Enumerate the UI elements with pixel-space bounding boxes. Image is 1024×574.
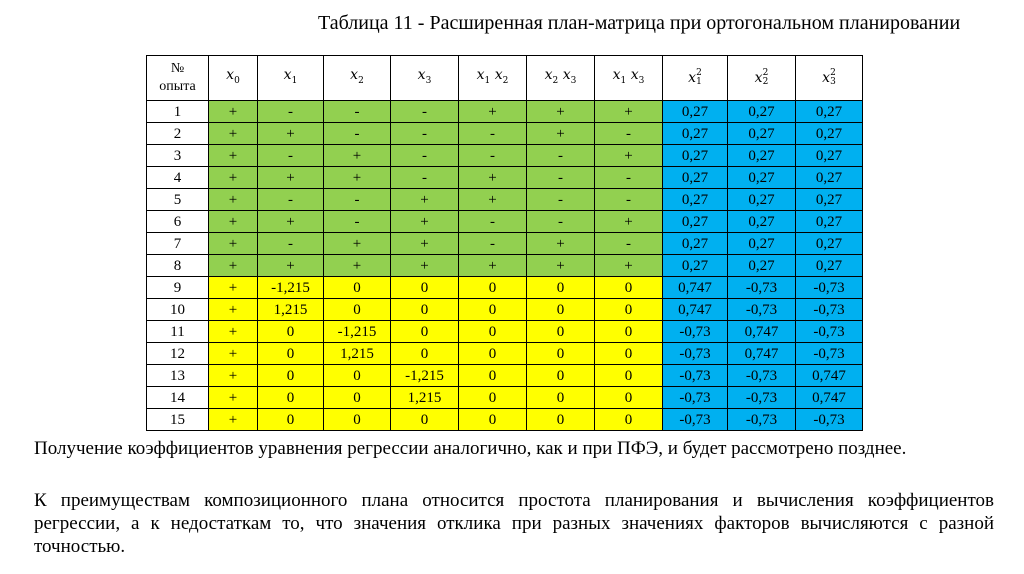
experiment-number-cell: 6 <box>147 211 209 233</box>
factorial-cell: - <box>391 101 459 123</box>
square-term-cell: -0,73 <box>663 343 728 365</box>
factorial-cell: + <box>209 211 258 233</box>
square-term-cell: -0,73 <box>663 365 728 387</box>
factorial-cell: + <box>527 233 595 255</box>
factorial-cell: + <box>595 211 663 233</box>
square-term-cell: 0,27 <box>728 255 796 277</box>
square-term-cell: 0,27 <box>663 123 728 145</box>
star-point-cell: 0 <box>527 321 595 343</box>
square-term-cell: -0,73 <box>728 277 796 299</box>
factorial-cell: + <box>258 167 324 189</box>
square-term-cell: 0,27 <box>796 211 863 233</box>
star-point-cell: 0 <box>459 365 527 387</box>
star-point-cell: 0 <box>595 409 663 431</box>
star-point-cell: 0 <box>324 277 391 299</box>
table-row <box>147 211 863 233</box>
table-row <box>147 299 863 321</box>
variable-label: $x_1$ <box>283 67 298 86</box>
square-term-cell: -0,73 <box>796 409 863 431</box>
star-point-cell: + <box>209 409 258 431</box>
star-point-cell: 0 <box>391 321 459 343</box>
star-point-cell: 0 <box>459 299 527 321</box>
factorial-cell: + <box>459 101 527 123</box>
star-point-cell: -1,215 <box>324 321 391 343</box>
star-point-cell: 0 <box>527 409 595 431</box>
factorial-cell: - <box>258 233 324 255</box>
square-term-cell: -0,73 <box>796 343 863 365</box>
factorial-cell: - <box>595 233 663 255</box>
variable-label: x 2 2 <box>754 68 769 87</box>
star-point-cell: 0 <box>324 299 391 321</box>
header-number-sign: № <box>170 61 185 76</box>
table-caption: Таблица 11 - Расширенная план-матрица при ортогональном планировании <box>318 12 961 34</box>
square-term-cell: 0,27 <box>728 233 796 255</box>
square-term-cell: -0,73 <box>728 299 796 321</box>
table-row <box>147 365 863 387</box>
factorial-cell: + <box>258 211 324 233</box>
factorial-cell: + <box>324 145 391 167</box>
experiment-number-cell: 3 <box>147 145 209 167</box>
square-term-cell: 0,27 <box>796 123 863 145</box>
factorial-cell: - <box>391 123 459 145</box>
factorial-cell: - <box>258 145 324 167</box>
header-column <box>258 56 324 101</box>
table-row <box>147 277 863 299</box>
star-point-cell: -1,215 <box>258 277 324 299</box>
factorial-cell: - <box>527 189 595 211</box>
paragraph-coefficients: Получение коэффициентов уравнения регрессии аналогично, как и при ПФЭ, и будет рассмотрено позднее. <box>34 438 907 459</box>
header-column <box>663 56 728 101</box>
factorial-cell: - <box>527 145 595 167</box>
header-experiment-label: опыта <box>159 79 196 94</box>
header-experiment-number <box>147 56 209 101</box>
square-term-cell: -0,73 <box>796 321 863 343</box>
factorial-cell: - <box>324 123 391 145</box>
factorial-cell: + <box>324 167 391 189</box>
square-term-cell: 0,27 <box>663 211 728 233</box>
square-term-cell: -0,73 <box>796 277 863 299</box>
star-point-cell: -1,215 <box>391 365 459 387</box>
square-term-cell: 0,27 <box>663 167 728 189</box>
factorial-cell: + <box>258 255 324 277</box>
header-column <box>527 56 595 101</box>
star-point-cell: 1,215 <box>324 343 391 365</box>
square-term-cell: 0,27 <box>728 211 796 233</box>
variable-label: x 2 3 <box>822 68 836 87</box>
experiment-number-cell: 5 <box>147 189 209 211</box>
factorial-cell: - <box>527 167 595 189</box>
star-point-cell: 0 <box>324 365 391 387</box>
square-term-cell: 0,747 <box>663 277 728 299</box>
square-term-cell: 0,747 <box>796 387 863 409</box>
star-point-cell: 0 <box>459 343 527 365</box>
table-row <box>147 387 863 409</box>
factorial-cell: + <box>209 233 258 255</box>
experiment-number-cell: 13 <box>147 365 209 387</box>
star-point-cell: 0 <box>527 365 595 387</box>
table-row <box>147 101 863 123</box>
header-column <box>728 56 796 101</box>
star-point-cell: 0 <box>391 343 459 365</box>
star-point-cell: 0 <box>459 321 527 343</box>
square-term-cell: -0,73 <box>663 409 728 431</box>
factorial-cell: + <box>209 189 258 211</box>
square-term-cell: 0,27 <box>796 255 863 277</box>
star-point-cell: 0 <box>595 321 663 343</box>
factorial-cell: - <box>391 145 459 167</box>
square-term-cell: -0,73 <box>728 387 796 409</box>
variable-label: $x_1$ $x_3$ <box>612 67 645 86</box>
star-point-cell: + <box>209 365 258 387</box>
table-row <box>147 123 863 145</box>
factorial-cell: - <box>459 211 527 233</box>
factorial-cell: - <box>324 211 391 233</box>
star-point-cell: 1,215 <box>391 387 459 409</box>
square-term-cell: -0,73 <box>728 365 796 387</box>
square-term-cell: 0,747 <box>663 299 728 321</box>
star-point-cell: 0 <box>391 277 459 299</box>
experiment-number-cell: 9 <box>147 277 209 299</box>
header-column <box>796 56 863 101</box>
star-point-cell: 0 <box>258 409 324 431</box>
square-term-cell: 0,27 <box>728 101 796 123</box>
square-term-cell: 0,747 <box>796 365 863 387</box>
factorial-cell: + <box>209 167 258 189</box>
star-point-cell: + <box>209 299 258 321</box>
square-term-cell: 0,27 <box>663 233 728 255</box>
square-term-cell: 0,27 <box>663 145 728 167</box>
factorial-cell: + <box>209 101 258 123</box>
variable-label: $x_2$ $x_3$ <box>544 67 577 86</box>
square-term-cell: -0,73 <box>663 387 728 409</box>
factorial-cell: - <box>459 123 527 145</box>
star-point-cell: 0 <box>595 299 663 321</box>
factorial-cell: + <box>527 255 595 277</box>
star-point-cell: + <box>209 321 258 343</box>
experiment-number-cell: 7 <box>147 233 209 255</box>
square-term-cell: -0,73 <box>796 299 863 321</box>
experiment-number-cell: 10 <box>147 299 209 321</box>
experiment-number-cell: 4 <box>147 167 209 189</box>
factorial-cell: - <box>527 211 595 233</box>
factorial-cell: - <box>324 101 391 123</box>
table-row <box>147 233 863 255</box>
star-point-cell: + <box>209 387 258 409</box>
star-point-cell: 1,215 <box>258 299 324 321</box>
square-term-cell: 0,747 <box>728 343 796 365</box>
star-point-cell: 0 <box>258 343 324 365</box>
star-point-cell: 0 <box>391 299 459 321</box>
square-term-cell: 0,27 <box>796 145 863 167</box>
star-point-cell: 0 <box>324 409 391 431</box>
factorial-cell: + <box>527 101 595 123</box>
star-point-cell: 0 <box>459 387 527 409</box>
factorial-cell: + <box>324 255 391 277</box>
star-point-cell: 0 <box>527 343 595 365</box>
paragraph-advantages: К преимуществам композиционного плана относится простота планирования и вычисления коэффициентов регрессии, а к недостаткам то, что значения отклика при разных значениях факторов вычисляются с разной точностью. <box>34 490 994 557</box>
factorial-cell: + <box>324 233 391 255</box>
factorial-cell: - <box>258 189 324 211</box>
header-column <box>459 56 527 101</box>
square-term-cell: 0,27 <box>796 167 863 189</box>
star-point-cell: 0 <box>527 277 595 299</box>
experiment-number-cell: 12 <box>147 343 209 365</box>
factorial-cell: + <box>391 211 459 233</box>
variable-label: $x_0$ <box>226 67 240 86</box>
variable-label: x 2 1 <box>688 68 702 87</box>
star-point-cell: 0 <box>595 365 663 387</box>
square-term-cell: -0,73 <box>728 409 796 431</box>
header-column <box>595 56 663 101</box>
star-point-cell: + <box>209 343 258 365</box>
factorial-cell: + <box>209 145 258 167</box>
factorial-cell: + <box>459 167 527 189</box>
factorial-cell: + <box>459 189 527 211</box>
square-term-cell: 0,747 <box>728 321 796 343</box>
square-term-cell: 0,27 <box>796 101 863 123</box>
factorial-cell: + <box>209 123 258 145</box>
factorial-cell: - <box>324 189 391 211</box>
table-row <box>147 343 863 365</box>
square-term-cell: 0,27 <box>663 189 728 211</box>
star-point-cell: 0 <box>258 321 324 343</box>
star-point-cell: 0 <box>459 277 527 299</box>
square-term-cell: 0,27 <box>663 101 728 123</box>
factorial-cell: - <box>258 101 324 123</box>
factorial-cell: + <box>391 233 459 255</box>
experiment-number-cell: 11 <box>147 321 209 343</box>
square-term-cell: 0,27 <box>728 167 796 189</box>
factorial-cell: + <box>595 101 663 123</box>
star-point-cell: 0 <box>527 299 595 321</box>
factorial-cell: + <box>209 255 258 277</box>
factorial-cell: - <box>391 167 459 189</box>
star-point-cell: 0 <box>527 387 595 409</box>
factorial-cell: + <box>391 255 459 277</box>
experiment-number-cell: 8 <box>147 255 209 277</box>
variable-label: $x_3$ <box>417 67 432 86</box>
table-row <box>147 145 863 167</box>
table-row <box>147 321 863 343</box>
star-point-cell: 0 <box>595 277 663 299</box>
experiment-number-cell: 14 <box>147 387 209 409</box>
star-point-cell: 0 <box>324 387 391 409</box>
square-term-cell: -0,73 <box>663 321 728 343</box>
star-point-cell: 0 <box>258 365 324 387</box>
header-column <box>391 56 459 101</box>
factorial-cell: + <box>459 255 527 277</box>
star-point-cell: 0 <box>459 409 527 431</box>
factorial-cell: + <box>595 255 663 277</box>
variable-label: $x_2$ <box>350 67 364 86</box>
table-row <box>147 189 863 211</box>
square-term-cell: 0,27 <box>728 145 796 167</box>
experiment-number-cell: 1 <box>147 101 209 123</box>
factorial-cell: - <box>595 167 663 189</box>
header-column <box>324 56 391 101</box>
square-term-cell: 0,27 <box>728 189 796 211</box>
variable-label: $x_1$ $x_2$ <box>476 67 509 86</box>
experiment-number-cell: 15 <box>147 409 209 431</box>
experiment-number-cell: 2 <box>147 123 209 145</box>
factorial-cell: - <box>595 189 663 211</box>
square-term-cell: 0,27 <box>796 233 863 255</box>
factorial-cell: + <box>527 123 595 145</box>
square-term-cell: 0,27 <box>728 123 796 145</box>
star-point-cell: + <box>209 277 258 299</box>
table-row <box>147 409 863 431</box>
square-term-cell: 0,27 <box>663 255 728 277</box>
star-point-cell: 0 <box>595 343 663 365</box>
header-column <box>209 56 258 101</box>
factorial-cell: - <box>459 233 527 255</box>
table-header-row <box>147 56 863 101</box>
factorial-cell: + <box>595 145 663 167</box>
star-point-cell: 0 <box>391 409 459 431</box>
factorial-cell: + <box>258 123 324 145</box>
factorial-cell: - <box>459 145 527 167</box>
table-row <box>147 255 863 277</box>
plan-matrix-table <box>146 55 863 431</box>
square-term-cell: 0,27 <box>796 189 863 211</box>
star-point-cell: 0 <box>595 387 663 409</box>
factorial-cell: - <box>595 123 663 145</box>
table-row <box>147 167 863 189</box>
star-point-cell: 0 <box>258 387 324 409</box>
factorial-cell: + <box>391 189 459 211</box>
